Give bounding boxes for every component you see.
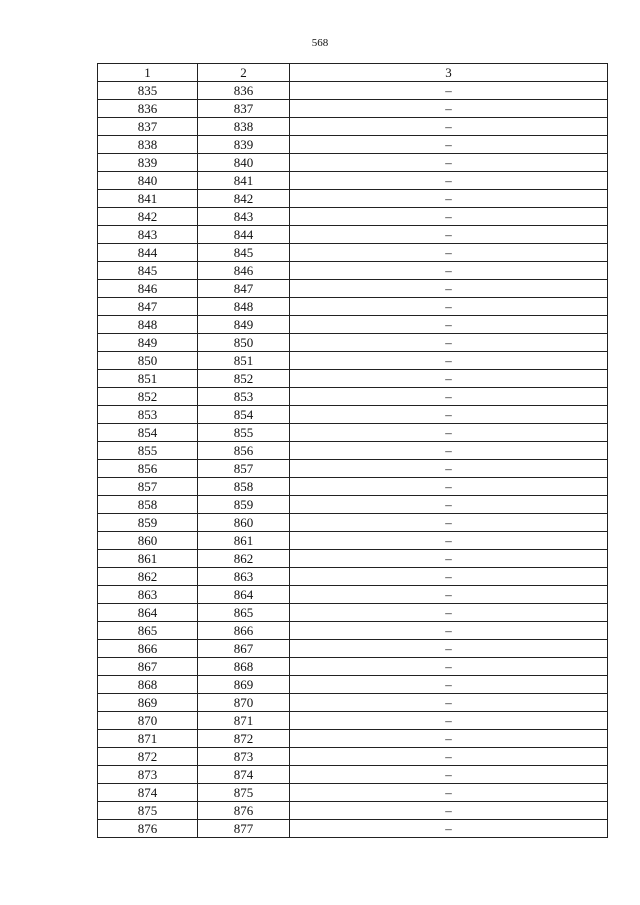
table-cell-col-2: 842 (198, 190, 290, 208)
table-row (98, 100, 608, 118)
table-cell-col-2: 875 (198, 784, 290, 802)
table-row (98, 604, 608, 622)
table-cell-col-2: 867 (198, 640, 290, 658)
table-row (98, 658, 608, 676)
table-cell-col-1: 836 (98, 100, 198, 118)
table-cell-col-2: 839 (198, 136, 290, 154)
table-cell-col-1: 848 (98, 316, 198, 334)
table-cell-col-3: – (290, 154, 608, 172)
table-cell-col-2: 840 (198, 154, 290, 172)
table-cell-col-2: 864 (198, 586, 290, 604)
table-row (98, 478, 608, 496)
table-cell-col-3: – (290, 532, 608, 550)
table-cell-col-3: – (290, 334, 608, 352)
data-table (97, 63, 608, 838)
table-cell-col-3: – (290, 424, 608, 442)
table-cell-col-2: 870 (198, 694, 290, 712)
table-cell-col-2: 847 (198, 280, 290, 298)
table-cell-col-2: 843 (198, 208, 290, 226)
table-row (98, 712, 608, 730)
table-row (98, 568, 608, 586)
table-cell-col-2: 876 (198, 802, 290, 820)
table-cell-col-2: 866 (198, 622, 290, 640)
table-cell-col-3: – (290, 784, 608, 802)
table-cell-col-2: 857 (198, 460, 290, 478)
table-cell-col-3: – (290, 604, 608, 622)
table-cell-col-2: 877 (198, 820, 290, 838)
table-cell-col-3: – (290, 298, 608, 316)
table-cell-col-1: 871 (98, 730, 198, 748)
table-cell-col-3: – (290, 586, 608, 604)
table-cell-col-2: 862 (198, 550, 290, 568)
table-row (98, 460, 608, 478)
table-cell-col-2: 838 (198, 118, 290, 136)
table-cell-col-3: – (290, 136, 608, 154)
table-row (98, 442, 608, 460)
table-row (98, 262, 608, 280)
table-row (98, 640, 608, 658)
table-row (98, 820, 608, 838)
table-cell-col-3: – (290, 478, 608, 496)
table-cell-col-3: – (290, 820, 608, 838)
table-cell-col-1: 858 (98, 496, 198, 514)
table-cell-col-2: 850 (198, 334, 290, 352)
table-row (98, 550, 608, 568)
table-row (98, 532, 608, 550)
table-cell-col-2: 854 (198, 406, 290, 424)
table-cell-col-1: 856 (98, 460, 198, 478)
table-row (98, 388, 608, 406)
table-row (98, 172, 608, 190)
table-cell-col-2: 841 (198, 172, 290, 190)
table-cell-col-2: 848 (198, 298, 290, 316)
table-cell-col-3: – (290, 370, 608, 388)
table-row (98, 730, 608, 748)
table-cell-col-2: 859 (198, 496, 290, 514)
table-row (98, 352, 608, 370)
table-row (98, 298, 608, 316)
table-row (98, 244, 608, 262)
page-number: 568 (311, 37, 329, 49)
table-cell-col-3: – (290, 694, 608, 712)
table-cell-col-3: – (290, 766, 608, 784)
table-row (98, 280, 608, 298)
table-cell-col-2: 874 (198, 766, 290, 784)
table-cell-col-1: 844 (98, 244, 198, 262)
table-cell-col-3: – (290, 640, 608, 658)
table-cell-col-1: 847 (98, 298, 198, 316)
table-cell-col-2: 836 (198, 82, 290, 100)
table-cell-col-2: 871 (198, 712, 290, 730)
table-cell-col-2: 865 (198, 604, 290, 622)
table-cell-col-1: 875 (98, 802, 198, 820)
table-cell-col-2: 861 (198, 532, 290, 550)
table-cell-col-2: 863 (198, 568, 290, 586)
table-cell-col-1: 846 (98, 280, 198, 298)
table-cell-col-1: 874 (98, 784, 198, 802)
table-cell-col-2: 845 (198, 244, 290, 262)
table-cell-col-1: 838 (98, 136, 198, 154)
table-cell-col-1: 866 (98, 640, 198, 658)
table-row (98, 334, 608, 352)
table-row (98, 316, 608, 334)
table-cell-col-1: 850 (98, 352, 198, 370)
table-cell-col-2: 849 (198, 316, 290, 334)
table-cell-col-1: 849 (98, 334, 198, 352)
table-cell-col-2: 872 (198, 730, 290, 748)
table-cell-col-1: 835 (98, 82, 198, 100)
table-cell-col-1: 876 (98, 820, 198, 838)
table-cell-col-3: – (290, 172, 608, 190)
table-cell-col-2: 851 (198, 352, 290, 370)
table-cell-col-3: – (290, 118, 608, 136)
table-cell-col-3: – (290, 388, 608, 406)
table-cell-col-3: – (290, 460, 608, 478)
table-row (98, 190, 608, 208)
table-body (98, 82, 608, 838)
table-row (98, 154, 608, 172)
table-cell-col-1: 843 (98, 226, 198, 244)
table-cell-col-3: – (290, 406, 608, 424)
table-cell-col-3: – (290, 748, 608, 766)
table-row (98, 694, 608, 712)
table-row (98, 406, 608, 424)
table-cell-col-3: – (290, 622, 608, 640)
table-row (98, 136, 608, 154)
table-cell-col-3: – (290, 262, 608, 280)
column-header-3: 3 (290, 64, 608, 82)
table-cell-col-3: – (290, 802, 608, 820)
table-cell-col-2: 844 (198, 226, 290, 244)
table-cell-col-2: 855 (198, 424, 290, 442)
table-cell-col-2: 856 (198, 442, 290, 460)
table-cell-col-2: 868 (198, 658, 290, 676)
table-cell-col-2: 846 (198, 262, 290, 280)
table-cell-col-1: 851 (98, 370, 198, 388)
table-row (98, 622, 608, 640)
table-row (98, 424, 608, 442)
table-cell-col-3: – (290, 676, 608, 694)
table-cell-col-2: 873 (198, 748, 290, 766)
table-cell-col-3: – (290, 730, 608, 748)
table-cell-col-1: 868 (98, 676, 198, 694)
table-cell-col-3: – (290, 190, 608, 208)
table-cell-col-3: – (290, 244, 608, 262)
table-row (98, 496, 608, 514)
table-cell-col-3: – (290, 82, 608, 100)
table-cell-col-1: 859 (98, 514, 198, 532)
table-cell-col-3: – (290, 658, 608, 676)
table-cell-col-1: 860 (98, 532, 198, 550)
table-cell-col-1: 842 (98, 208, 198, 226)
table-cell-col-2: 837 (198, 100, 290, 118)
table-cell-col-1: 852 (98, 388, 198, 406)
table-cell-col-1: 862 (98, 568, 198, 586)
table-cell-col-1: 845 (98, 262, 198, 280)
column-header-1: 1 (98, 64, 198, 82)
table-cell-col-3: – (290, 442, 608, 460)
table-cell-col-1: 873 (98, 766, 198, 784)
table-row (98, 676, 608, 694)
table-cell-col-1: 841 (98, 190, 198, 208)
table-cell-col-1: 853 (98, 406, 198, 424)
table-row (98, 82, 608, 100)
table-row (98, 370, 608, 388)
table-cell-col-3: – (290, 226, 608, 244)
table-cell-col-1: 863 (98, 586, 198, 604)
table-cell-col-3: – (290, 568, 608, 586)
table-row (98, 514, 608, 532)
column-header-2: 2 (198, 64, 290, 82)
header-row (98, 64, 608, 82)
table-cell-col-1: 870 (98, 712, 198, 730)
table-cell-col-3: – (290, 352, 608, 370)
table-header (98, 64, 608, 82)
table-cell-col-2: 858 (198, 478, 290, 496)
table-cell-col-1: 869 (98, 694, 198, 712)
table-row (98, 748, 608, 766)
table-cell-col-3: – (290, 280, 608, 298)
table-cell-col-3: – (290, 496, 608, 514)
table-cell-col-2: 860 (198, 514, 290, 532)
table-cell-col-3: – (290, 208, 608, 226)
table-cell-col-3: – (290, 712, 608, 730)
table-row (98, 118, 608, 136)
table-row (98, 586, 608, 604)
table-cell-col-1: 855 (98, 442, 198, 460)
table-cell-col-2: 853 (198, 388, 290, 406)
table-cell-col-1: 854 (98, 424, 198, 442)
table-cell-col-1: 865 (98, 622, 198, 640)
table-cell-col-2: 852 (198, 370, 290, 388)
table-cell-col-3: – (290, 514, 608, 532)
table-cell-col-3: – (290, 100, 608, 118)
table-row (98, 208, 608, 226)
table-cell-col-1: 837 (98, 118, 198, 136)
table-cell-col-1: 839 (98, 154, 198, 172)
table-cell-col-1: 857 (98, 478, 198, 496)
table-cell-col-1: 861 (98, 550, 198, 568)
table-row (98, 226, 608, 244)
table-cell-col-1: 867 (98, 658, 198, 676)
table-row (98, 766, 608, 784)
table-cell-col-1: 864 (98, 604, 198, 622)
table-cell-col-3: – (290, 550, 608, 568)
table-cell-col-3: – (290, 316, 608, 334)
table-cell-col-1: 872 (98, 748, 198, 766)
table-row (98, 784, 608, 802)
table-cell-col-2: 869 (198, 676, 290, 694)
table-row (98, 802, 608, 820)
table-cell-col-1: 840 (98, 172, 198, 190)
